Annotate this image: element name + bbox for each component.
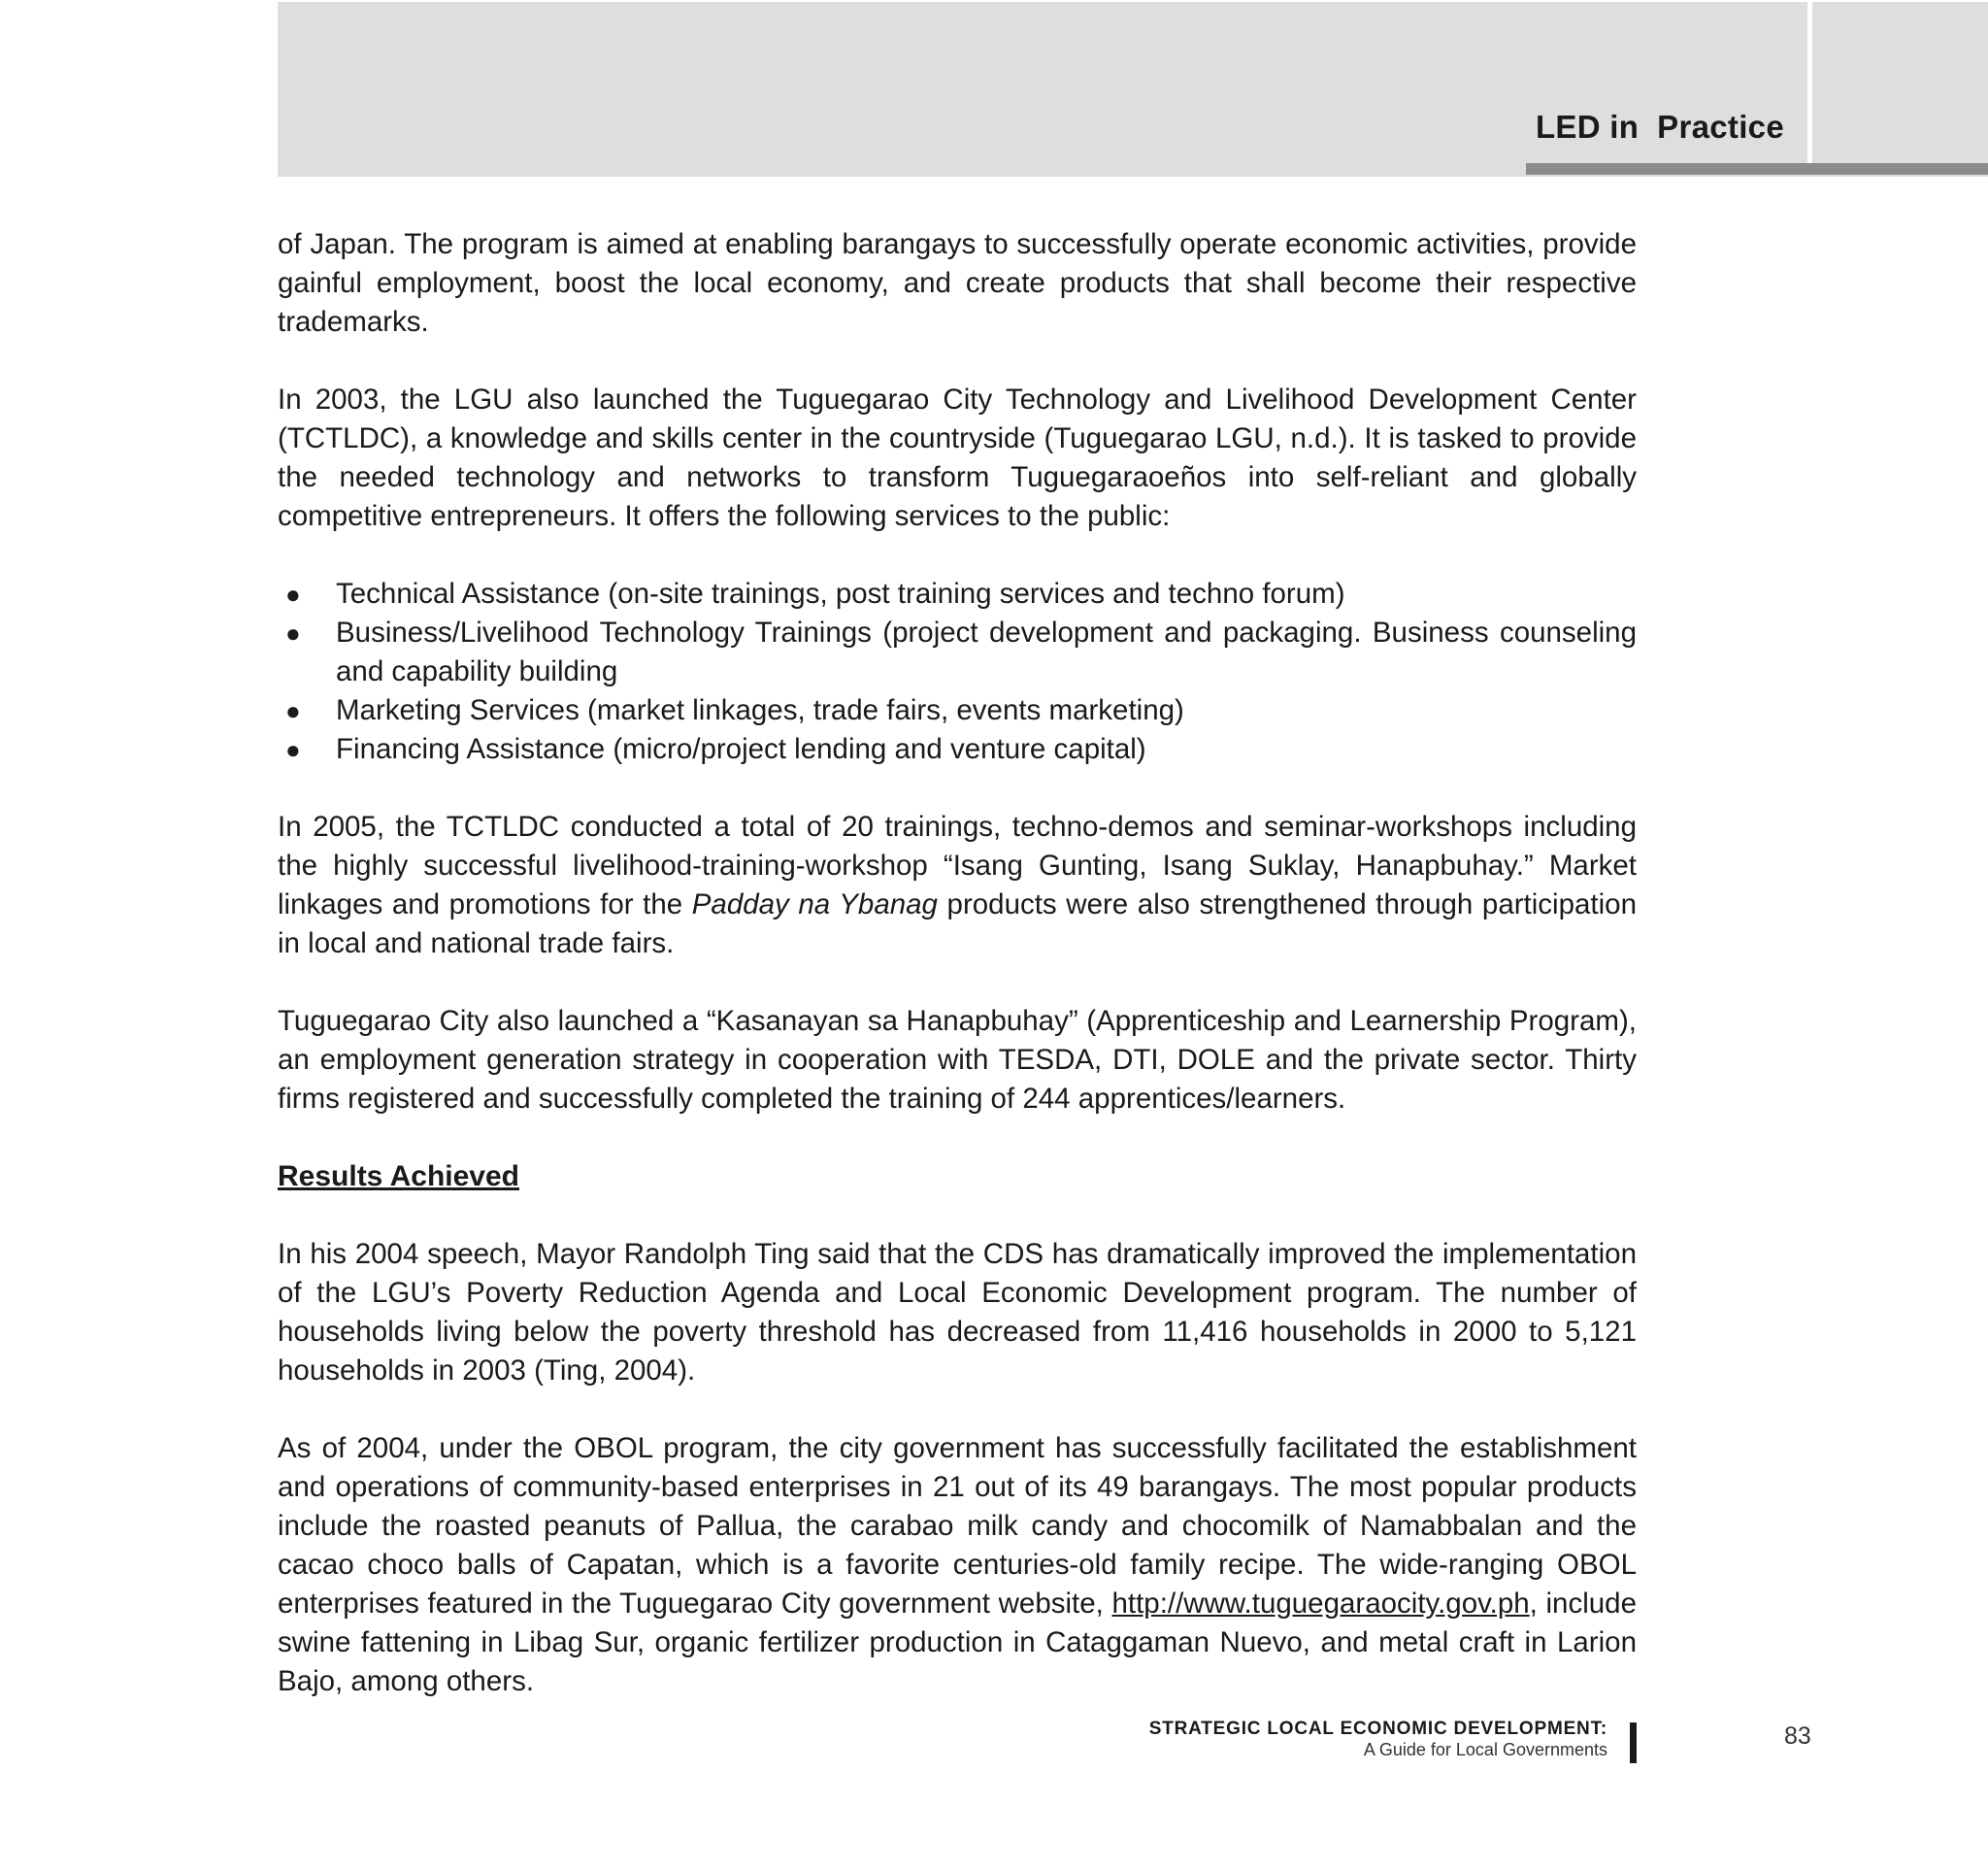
product-name: Padday na Ybanag — [691, 888, 938, 920]
list-item-text: Technical Assistance (on-site trainings, post training services and techno forum) — [336, 578, 1345, 610]
page-number: 83 — [1784, 1722, 1811, 1750]
paragraph-obol-text-2: , include swine fattening in Libag Sur, organic fertilizer production in Cataggaman Nuevo, and metal craft in Larion Bajo, among others. — [278, 1588, 1637, 1697]
paragraph-obol — [278, 1429, 1637, 1701]
header-rule — [1526, 163, 1988, 175]
services-list — [278, 575, 1637, 769]
list-item-text: Marketing Services (market linkages, trade fairs, events marketing) — [336, 694, 1184, 726]
bullet-icon: ● — [285, 696, 301, 725]
footer-book-title — [1149, 1719, 1607, 1759]
list-item — [278, 614, 1637, 691]
list-item-text: Financing Assistance (micro/project lending and venture capital) — [336, 733, 1146, 765]
results-heading: Results Achieved — [278, 1160, 519, 1192]
list-item — [278, 575, 1637, 614]
bullet-icon: ● — [285, 618, 301, 648]
paragraph-obol-text-1: As of 2004, under the OBOL program, the city government has successfully facilitated the establishment and operations of community-based enterprises in 21 out of its 49 barangays. The most popular products include the roasted peanuts of Pallua, the carabao milk candy and chocomilk of Namabbalan and the cacao choco balls of Capatan, which is a favorite centuries-old family recipe. The wide-ranging OBOL enterprises featured in the Tuguegarao City government website, — [278, 1432, 1637, 1620]
section-title: LED in Practice — [1535, 109, 1784, 145]
list-item-text: Business/Livelihood Technology Trainings (project development and packaging. Business counseling and capability building — [336, 617, 1637, 687]
book-title: STRATEGIC LOCAL ECONOMIC DEVELOPMENT: — [1148, 1719, 1607, 1739]
paragraph-trainings — [278, 808, 1637, 963]
website-link[interactable]: http://www.tuguegaraocity.gov.ph — [1111, 1588, 1530, 1620]
page-body — [278, 225, 1637, 1740]
header-band — [278, 2, 1988, 177]
paragraph-apprenticeship: Tuguegarao City also launched a “Kasanayan sa Hanapbuhay” (Apprenticeship and Learnership Program), an employment generation strategy in cooperation with TESDA, DTI, DOLE and the private sector. Thirty firms registered and successfully completed the training of 244 apprentices/learners. — [278, 1005, 1637, 1115]
paragraph-trainings-text-2: products were also strengthened through participation in local and national trade fairs. — [278, 888, 1637, 959]
bullet-icon: ● — [285, 580, 301, 609]
paragraph-tctldc: In 2003, the LGU also launched the Tuguegarao City Technology and Livelihood Development Center (TCTLDC), a knowledge and skills center in the countryside (Tuguegarao LGU, n.d.). It is tasked to provide the needed technology and networks to transform Tuguegaraoeños into self-reliant and globally competitive entrepreneurs. It offers the following services to the public: — [278, 384, 1637, 532]
list-item — [278, 691, 1637, 730]
paragraph-trainings-text-1: In 2005, the TCTLDC conducted a total of 20 trainings, techno-demos and seminar-workshops including the highly successful livelihood-training-workshop “Isang Gunting, Isang Suklay, Hanapbuhay.” Market linkages and promotions for the — [278, 811, 1637, 920]
book-subtitle: A Guide for Local Governments — [1363, 1740, 1607, 1759]
list-item — [278, 730, 1637, 769]
paragraph-speech: In his 2004 speech, Mayor Randolph Ting said that the CDS has dramatically improved the implementation of the LGU’s Poverty Reduction Agenda and Local Economic Development program. The number of households living below the poverty threshold has decreased from 11,416 households in 2000 to 5,121 households in 2003 (Ting, 2004). — [278, 1238, 1637, 1387]
footer-divider — [1630, 1722, 1637, 1763]
bullet-icon: ● — [285, 735, 301, 764]
paragraph-japan: of Japan. The program is aimed at enabling barangays to successfully operate economic activities, provide gainful employment, boost the local economy, and create products that shall become their respective trademarks. — [278, 228, 1637, 338]
header-divider — [1807, 2, 1812, 163]
